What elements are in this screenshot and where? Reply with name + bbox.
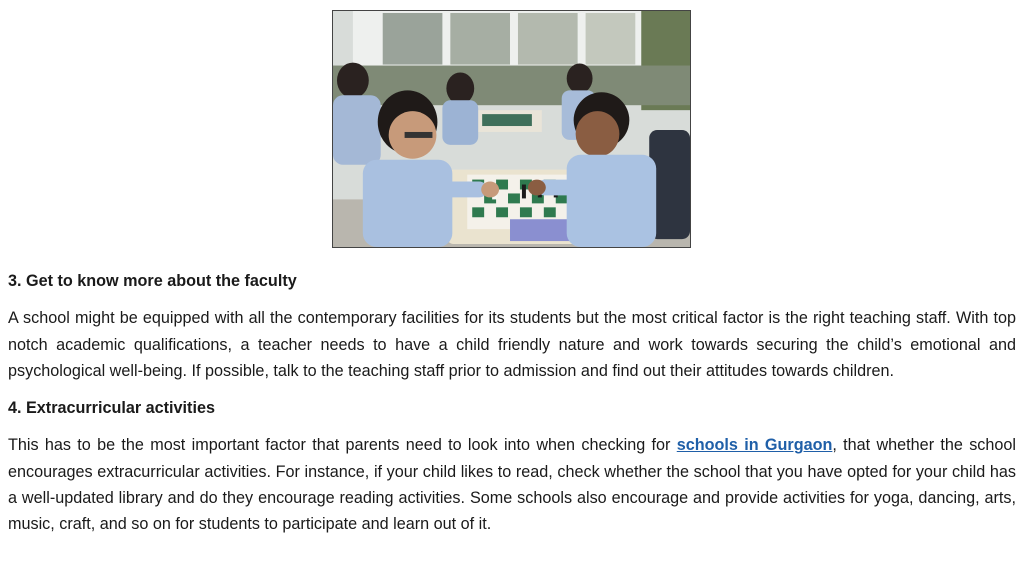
- paragraph-text-after-link: , that whether the school encourages extracurricular activities. For instance, if your child likes to read, check whether the school that you have opted for your child has a well-updated library and do they encourage reading activities. Some schools also encourage and provide activities for yoga, dancing, arts, music, craft, and so on for students to participate and learn out of it.: [8, 436, 1016, 534]
- paragraph-text-before-link: This has to be the most important factor that parents need to look into when checking for: [8, 436, 677, 455]
- section-heading-extracurricular: 4. Extracurricular activities: [8, 399, 215, 418]
- section-paragraph-faculty: A school might be equipped with all the contemporary facilities for its students but the most critical factor is the right teaching staff. With top notch academic qualifications, a teacher needs to have a child friendly nature and work towards securing the child’s emotional and psychological well-being. If possible, talk to the teaching staff prior to admission and find out their attitudes towards children.: [8, 309, 1016, 380]
- article-content: [8, 268, 1016, 549]
- schools-in-gurgaon-link[interactable]: schools in Gurgaon: [676, 436, 833, 455]
- section-heading-faculty: 3. Get to know more about the faculty: [8, 272, 297, 290]
- photo-illustration: [333, 11, 690, 247]
- children-chess-photo: [332, 10, 691, 248]
- section-paragraph-extracurricular: [8, 432, 1016, 537]
